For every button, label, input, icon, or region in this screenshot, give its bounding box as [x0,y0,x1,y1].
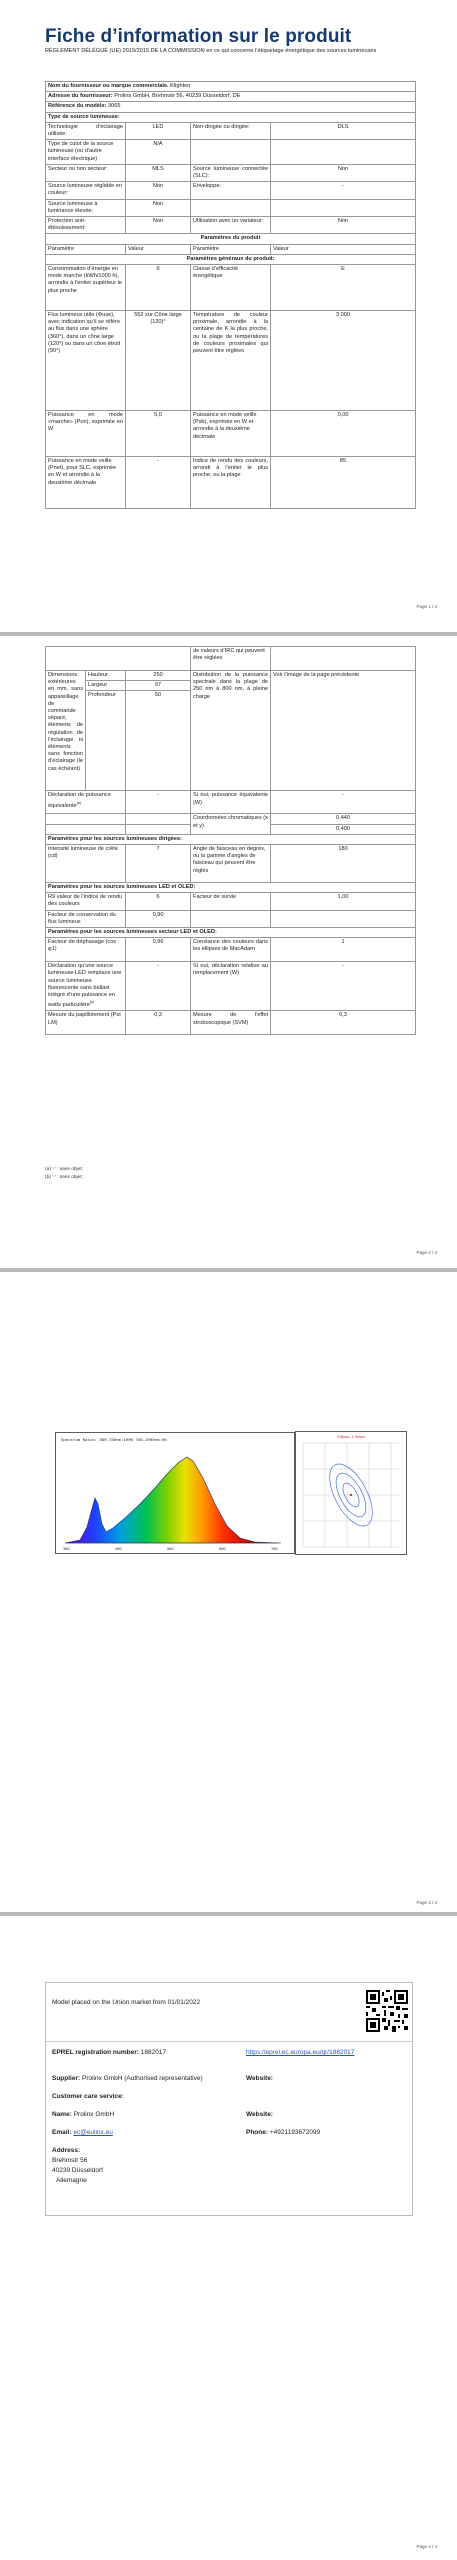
svg-text:680: 680 [219,1546,226,1551]
email-link[interactable]: ec@eulinx.eu [73,2129,113,2136]
svg-text:380: 380 [63,1546,70,1551]
footnote-a: (a) ‘-’ : sans objet; [45,1167,83,1172]
qr-code-icon [366,1990,408,2032]
page-number: Page 1 / 4 [416,604,437,609]
page-2 [0,636,457,1268]
svg-text:Spectrum Ratio: 380-780nm:100%: Spectrum Ratio: 380-780nm:100% 780-1000nm:0% [61,1439,167,1443]
page-4 [0,1916,457,2560]
page-title: Fiche d’information sur le produit [45,26,352,47]
product-params-table: de valeurs d’IRC qui peuvent être réglées Dimensions extérieures en mm, sans appareillage de commande séparé, éléments de régulation de l’éclairage ni éléments sans fonction d’éclairage (le cas échéant) Hauteur 250 Distribution de la puissance spectrale dans la plage de 250 nm à 800 nm, à pleine charge Voir l’image de la page précédente Largeur 97 Profondeur 50 Déclaration de puissance équivalente$^{(a)}$ - Si oui, puissance équivalente (W) - Coordonnées chromatiques (x et y) 0,440 0,400 Paramètres pour les sources lumineuses dirigées: Intensité lumineuse de crête (cd) 7 Angle de faisceau en degrés, ou la gamme d’angles de faisceau qui peuvent être réglés 180 Paramètres pour les sources lumineuses LED et OLED: R9 valeur de l’indice de rendu des couleurs 6 Facteur de survie 1,00 Facteur de conservation du flux lumineux 0,90 Paramètres pour les sources lumineuses secteur LED et OLED: Facteur de déphasage (cos φ1) 0,96 Constance des couleurs dans les ellipses de MacAdam 1 Déclaration qu’une source lumineuse LED remplace une source lumineuse fluorescente sans ballast intégré d’une puissance en watts particulière$^{(b)}$ - Si oui, déclaration relative au remplacement (W) - Mesure du papillotement (Pst LM) 0,3 Mesure de l’effet stroboscopique (SVM) 0,3 [45,646,416,1035]
svg-text:480: 480 [115,1546,122,1551]
svg-text:580: 580 [167,1546,174,1551]
page-number: Page 3 / 4 [416,1900,437,1905]
eprel-card: Model placed on the Union market from 01/01/2022 EPREL registration number: 1882017 https://eprel.ec.europa.eu/qr/1882017 Supplier: Prolinx GmbH (Authorised representative) Website: Customer care service: Name: Prolinx GmbH Website: Email: ec@eulinx.eu Phone: +4921193672099 Address: Brehmstr 56 40239 Düsseldorf Allemagne [45,1982,413,2216]
footnotes [45,1166,83,1182]
eprel-qr-link[interactable]: https://eprel.ec.europa.eu/qr/1882017 [246,2049,355,2056]
market-date: Model placed on the Union market from 01/01/2022 [52,1999,201,2006]
page-number: Page 2 / 4 [416,1250,437,1255]
svg-text:Ellipse: 1 Steps: Ellipse: 1 Steps [337,1434,365,1439]
macadam-ellipse-image [295,1431,407,1555]
page-1 [0,0,457,632]
svg-text:780: 780 [271,1546,278,1551]
chromaticity-point [350,1494,352,1496]
page-3 [0,1272,457,1912]
page-number: Page 4 / 4 [416,2544,437,2549]
spectral-distribution-image [55,1432,295,1554]
product-info-table: Nom du fournisseur ou marque commerciale. Klighten Adresse du fournisseur: Prolinx GmbH, Brehmstr 56, 40239 Düsseldorf, DE Référence du modèle: 3065 Type de source lumineuse: Technologie d’éclairage utilisée: LED Non-dirigée ou dirigée: DLS Type de culot de la source lumineuse (ou d’autre interface électrique) N/A Secteur ou non secteur: MLS Source lumineuse connectée (SLC): Non Source lumineuse réglable en couleur: Non Enveloppe: - Source lumineuse à luminance élevée: Non Protection anti-éblouissement: Non Utilisation avec un variateur: Non Paramètres du produit Paramètre Valeur Paramètre Valeur Paramètres généraux du produit: Consommation d’énergie en mode marche (kWh/1000 h), arrondie à l’entier supérieur le plus proche 6 Classe d’efficacité énergétique E Flux lumineux utile (Φuse), avec indication qu’il se réfère au flux dans une sphère (360°), dans un cône large (120°) ou dans un cône étroit (90°) 552 sur Cône large (120)° Température de couleur proximale, arrondie à la centaine de K la plus proche, ou la plage de températures de couleurs proximales qui peuvent être réglées 3 000 Puissance en mode «marche» (Pon), exprimée en W 5,0 Puissance en mode veille (Psb), exprimée en W et arrondie à la deuxième décimale 0,00 Puissance en mode veille (Pnet), pour SLC, exprimée en W et arrondie à la deuxième décimale - Indice de rendu des couleurs, arrondi à l’entier le plus proche, ou la plage 85 [45,81,416,509]
regulation-subtitle: RÈGLEMENT DÉLÉGUÉ (UE) 2019/2015 DE LA COMMISSION en ce qui concerne l’étiquetage énergétique des sources lumineuses [45,48,377,54]
footnote-b: (b) ‘-’ : sans objet; [45,1175,83,1180]
